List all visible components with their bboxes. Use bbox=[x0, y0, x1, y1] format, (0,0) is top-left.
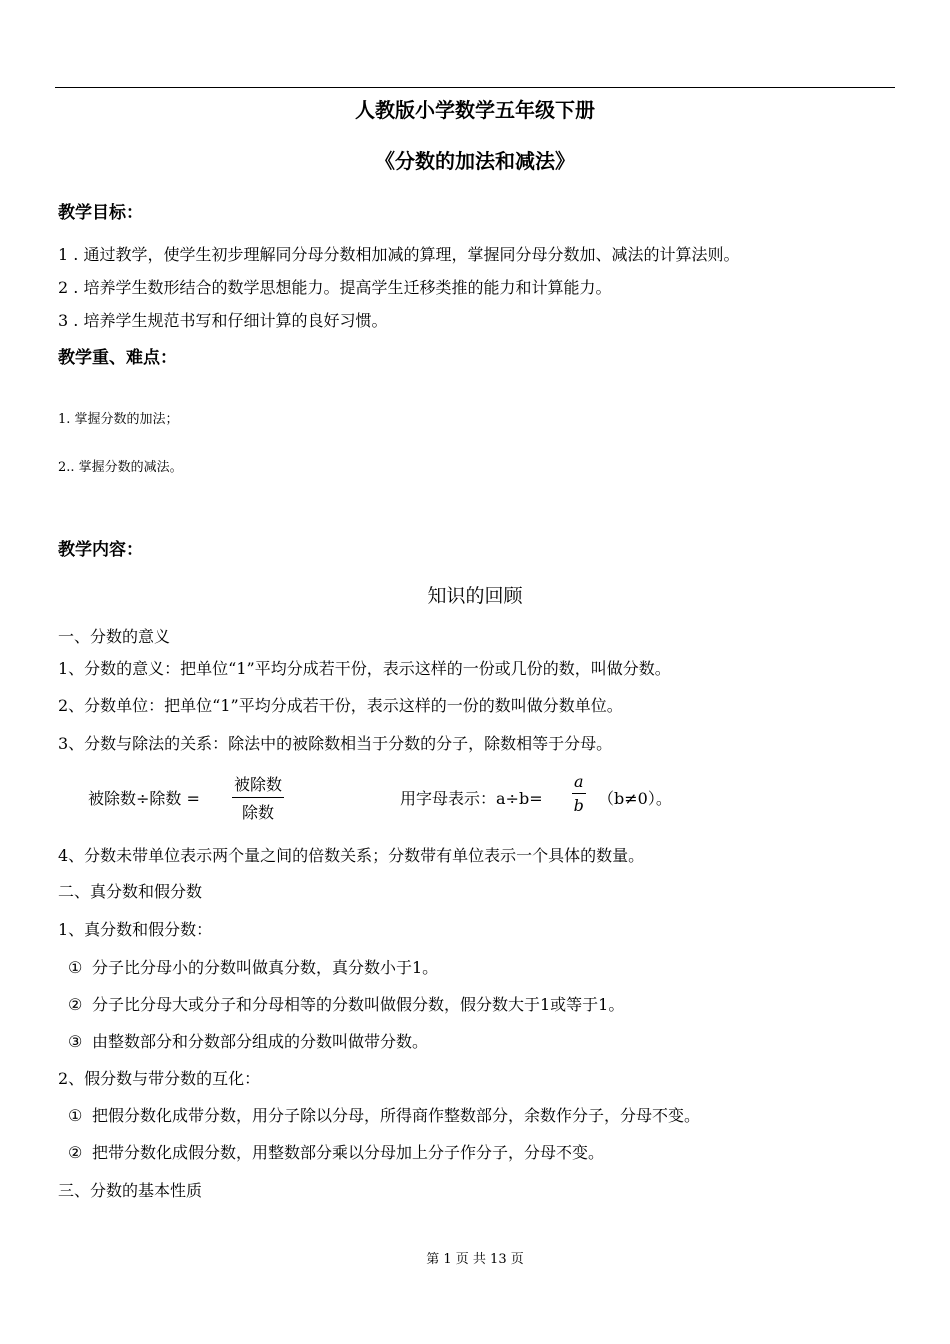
list-item-text: 分子比分母小的分数叫做真分数，真分数小于1。 bbox=[92, 958, 439, 977]
list-item bbox=[68, 1140, 604, 1163]
formula-left: 被除数÷除数 = bbox=[88, 789, 200, 808]
letter-formula-label: 用字母表示：a÷b= bbox=[400, 789, 543, 808]
objective-item: 1 . 通过教学，使学生初步理解同分母分数相加减的算理，掌握同分母分数加、减法的计算法则。 bbox=[58, 245, 740, 264]
part2-title: 二、真分数和假分数 bbox=[58, 882, 203, 901]
circled-number: ② bbox=[68, 995, 83, 1014]
list-item bbox=[68, 955, 438, 978]
document-title: 人教版小学数学五年级下册 bbox=[355, 98, 595, 122]
part1-item: 1、分数的意义：把单位“1”平均分成若干份，表示这样的一份或几份的数，叫做分数。 bbox=[58, 659, 671, 678]
key-point-item: 1. 掌握分数的加法； bbox=[58, 412, 179, 427]
letter-condition: （b≠0）。 bbox=[598, 789, 672, 808]
section-title: 知识的回顾 bbox=[427, 585, 523, 607]
document-subtitle: 《分数的加法和减法》 bbox=[375, 149, 575, 173]
part2-sub1: 1、真分数和假分数： bbox=[58, 920, 213, 939]
part1-item: 3、分数与除法的关系：除法中的被除数相当于分数的分子，除数相等于分母。 bbox=[58, 734, 613, 753]
circled-number: ② bbox=[68, 1143, 83, 1162]
circled-number: ① bbox=[68, 958, 83, 977]
list-item-text: 把假分数化成带分数，用分子除以分母，所得商作整数部分，余数作分子，分母不变。 bbox=[92, 1106, 701, 1125]
list-item-text: 把带分数化成假分数，用整数部分乘以分母加上分子作分子，分母不变。 bbox=[92, 1143, 605, 1162]
list-item bbox=[68, 1103, 700, 1126]
part1-item: 2、分数单位：把单位“1”平均分成若干份，表示这样的一份的数叫做分数单位。 bbox=[58, 696, 623, 715]
objectives-heading: 教学目标： bbox=[58, 203, 143, 223]
letter-denominator: b bbox=[573, 796, 584, 815]
part1-item4: 4、分数未带单位表示两个量之间的倍数关系；分数带有单位表示一个具体的数量。 bbox=[58, 846, 645, 865]
part2-sub2: 2、假分数与带分数的互化： bbox=[58, 1069, 261, 1088]
part1-title: 一、分数的意义 bbox=[58, 627, 171, 646]
content-heading: 教学内容： bbox=[58, 540, 143, 560]
objective-item: 3 . 培养学生规范书写和仔细计算的良好习惯。 bbox=[58, 311, 388, 330]
letter-fraction bbox=[572, 772, 586, 815]
letter-numerator: a bbox=[572, 772, 586, 794]
fraction-denominator: 除数 bbox=[242, 803, 275, 822]
division-fraction bbox=[232, 772, 284, 823]
key-point-item: 2.. 掌握分数的减法。 bbox=[58, 460, 183, 475]
list-item bbox=[68, 992, 624, 1015]
list-item bbox=[68, 1029, 428, 1052]
fraction-numerator: 被除数 bbox=[232, 772, 284, 798]
list-item-text: 由整数部分和分数部分组成的分数叫做带分数。 bbox=[92, 1032, 429, 1051]
objective-item: 2 . 培养学生数形结合的数学思想能力。提高学生迁移类推的能力和计算能力。 bbox=[58, 278, 612, 297]
header-rule bbox=[55, 87, 895, 88]
circled-number: ③ bbox=[68, 1032, 83, 1051]
circled-number: ① bbox=[68, 1106, 83, 1125]
key-points-heading: 教学重、难点： bbox=[58, 348, 177, 368]
page-number: 第 1 页 共 13 页 bbox=[426, 1252, 524, 1267]
list-item-text: 分子比分母大或分子和分母相等的分数叫做假分数，假分数大于1或等于1。 bbox=[92, 995, 625, 1014]
part3-title: 三、分数的基本性质 bbox=[58, 1181, 203, 1200]
